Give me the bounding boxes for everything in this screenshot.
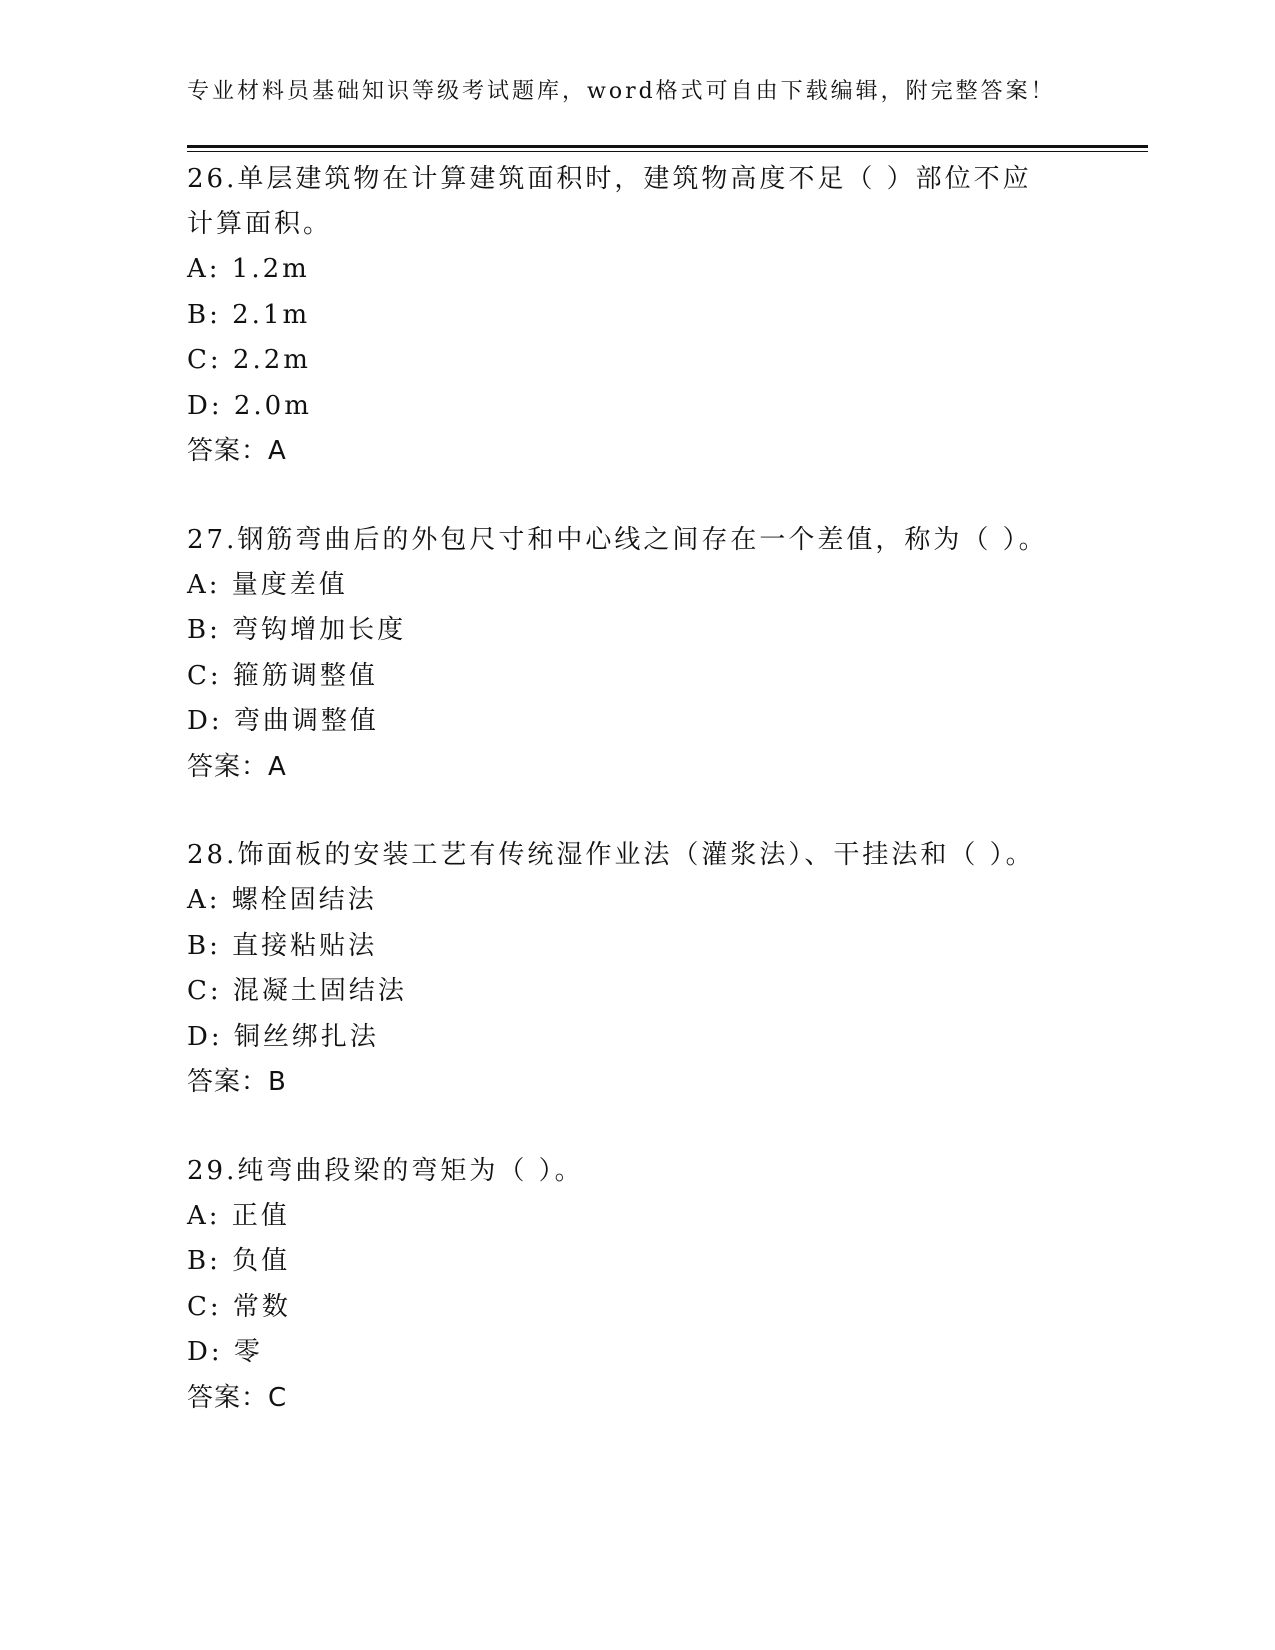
- header-rule-thick: [187, 145, 1148, 148]
- question-29: [187, 1149, 1087, 1422]
- option-c: C: 箍筋调整值: [187, 660, 378, 691]
- question-27: [187, 518, 1087, 791]
- option-b: B: 直接粘贴法: [187, 930, 378, 961]
- option-d: D: 铜丝绑扎法: [187, 1021, 379, 1052]
- question-26: [187, 157, 1087, 475]
- answer-label: 答案：A: [187, 751, 287, 782]
- question-stem: 29.纯弯曲段梁的弯矩为（ ）。: [187, 1155, 584, 1186]
- option-d: D: 弯曲调整值: [187, 706, 379, 736]
- option-a: A: 1.2m: [187, 254, 310, 284]
- option-d: D: 零: [187, 1337, 263, 1367]
- question-stem: 27.钢筋弯曲后的外包尺寸和中心线之间存在一个差值，称为（ ）。: [187, 524, 1048, 555]
- answer-label: 答案：C: [187, 1382, 288, 1413]
- question-28: [187, 833, 1087, 1106]
- option-c: C: 2.2m: [187, 345, 311, 375]
- option-a: A: 正值: [187, 1200, 290, 1231]
- option-c: C: 常数: [187, 1291, 291, 1322]
- option-c: C: 混凝土固结法: [187, 976, 407, 1006]
- answer-label: 答案：B: [187, 1067, 287, 1097]
- option-b: B: 弯钩增加长度: [187, 615, 407, 645]
- page-header: 专业材料员基础知识等级考试题库，word格式可自由下载编辑，附完整答案！: [187, 79, 1056, 104]
- option-a: A: 量度差值: [187, 569, 348, 600]
- option-d: D: 2.0m: [187, 390, 312, 421]
- option-a: A: 螺栓固结法: [187, 885, 377, 915]
- option-b: B: 负值: [187, 1246, 291, 1276]
- question-list: [187, 157, 1087, 1464]
- question-stem: 26.单层建筑物在计算建筑面积时，建筑物高度不足（ ）部位不应计算面积。: [187, 164, 1032, 239]
- answer-label: 答案：A: [187, 436, 287, 466]
- option-b: B: 2.1m: [187, 299, 311, 330]
- header-rule-thin: [187, 151, 1148, 152]
- question-stem: 28.饰面板的安装工艺有传统湿作业法（灌浆法）、干挂法和（ ）。: [187, 840, 1035, 870]
